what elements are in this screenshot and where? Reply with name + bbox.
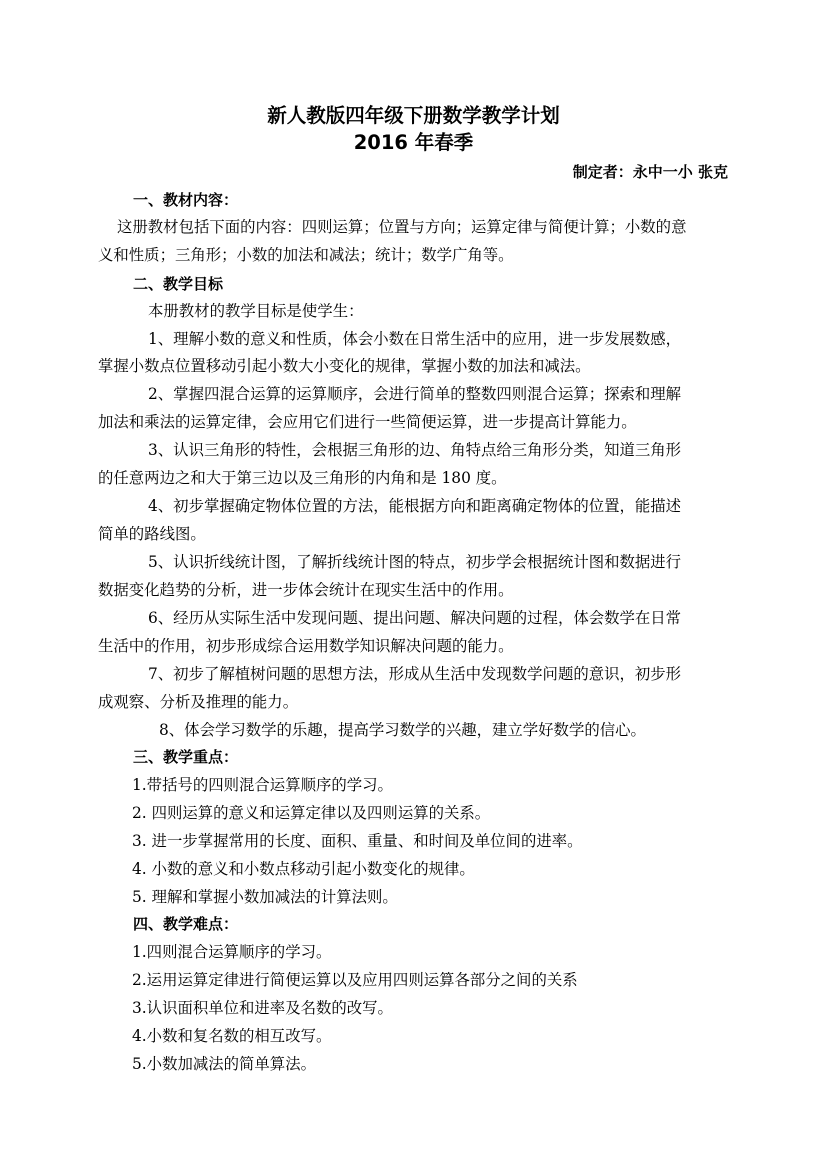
difficulty-item: 1.四则混合运算顺序的学习。 — [132, 943, 332, 961]
goal-line: 5、认识折线统计图，了解折线统计图的特点，初步学会根据统计图和数据进行 — [148, 553, 682, 571]
author-line: 制定者：永中一小 张克 — [572, 163, 728, 181]
goal-line: 6、经历从实际生活中发现问题、提出问题、解决问题的过程，体会数学在日常 — [148, 609, 682, 627]
key-point-item: 2. 四则运算的意义和运算定律以及四则运算的关系。 — [132, 804, 491, 822]
goal-line: 4、初步掌握确定物体位置的方法，能根据方向和距离确定物体的位置，能描述 — [148, 497, 682, 515]
key-point-item: 4. 小数的意义和小数点移动引起小数变化的规律。 — [132, 860, 475, 878]
goal-line: 7、初步了解植树问题的思想方法，形成从生活中发现数学问题的意识，初步形 — [148, 665, 682, 683]
goal-line: 的任意两边之和大于第三边以及三角形的内角和是 180 度。 — [98, 469, 507, 487]
difficulty-item: 2.运用运算定律进行简便运算以及应用四则运算各部分之间的关系 — [132, 971, 578, 989]
key-point-item: 1.带括号的四则混合运算顺序的学习。 — [132, 776, 393, 794]
goal-line: 2、掌握四混合运算的运算顺序，会进行简单的整数四则混合运算；探索和理解 — [148, 385, 682, 403]
section-heading-difficulties: 四、教学难点： — [133, 915, 239, 933]
difficulty-item: 3.认识面积单位和进率及名数的改写。 — [132, 999, 393, 1017]
section-heading-goals: 二、教学目标 — [133, 275, 224, 293]
goal-line: 1、理解小数的意义和性质，体会小数在日常生活中的应用，进一步发展数感， — [148, 330, 682, 348]
section-heading-content: 一、教材内容： — [133, 191, 239, 209]
goals-intro: 本册教材的教学目标是使学生： — [148, 302, 364, 320]
goal-line: 数据变化趋势的分析，进一步体会统计在现实生活中的作用。 — [98, 581, 514, 599]
goal-line: 8、体会学习数学的乐趣，提高学习数学的兴趣，建立学好数学的信心。 — [159, 721, 646, 739]
difficulty-item: 5.小数加减法的简单算法。 — [132, 1055, 316, 1073]
paragraph-line: 这册教材包括下面的内容：四则运算；位置与方向；运算定律与简便计算；小数的意 — [117, 218, 687, 236]
key-point-item: 5. 理解和掌握小数加减法的计算法则。 — [132, 888, 398, 906]
goal-line: 生活中的作用，初步形成综合运用数学知识解决问题的能力。 — [98, 637, 514, 655]
section-heading-key-points: 三、教学重点： — [133, 748, 239, 766]
goal-line: 简单的路线图。 — [98, 525, 206, 543]
goal-line: 加法和乘法的运算定律，会应用它们进行一些简便运算，进一步提高计算能力。 — [98, 413, 637, 431]
difficulty-item: 4.小数和复名数的相互改写。 — [132, 1027, 332, 1045]
paragraph-line: 义和性质；三角形；小数的加法和减法；统计；数学广角等。 — [98, 246, 514, 264]
goal-line: 成观察、分析及推理的能力。 — [98, 693, 299, 711]
document-subtitle: 2016 年春季 — [353, 131, 474, 154]
key-point-item: 3. 进一步掌握常用的长度、面积、重量、和时间及单位间的进率。 — [132, 832, 583, 850]
document-title: 新人教版四年级下册数学教学计划 — [267, 104, 560, 127]
goal-line: 3、认识三角形的特性，会根据三角形的边、角特点给三角形分类，知道三角形 — [148, 441, 682, 459]
goal-line: 掌握小数点位置移动引起小数大小变化的规律，掌握小数的加法和减法。 — [98, 357, 591, 375]
